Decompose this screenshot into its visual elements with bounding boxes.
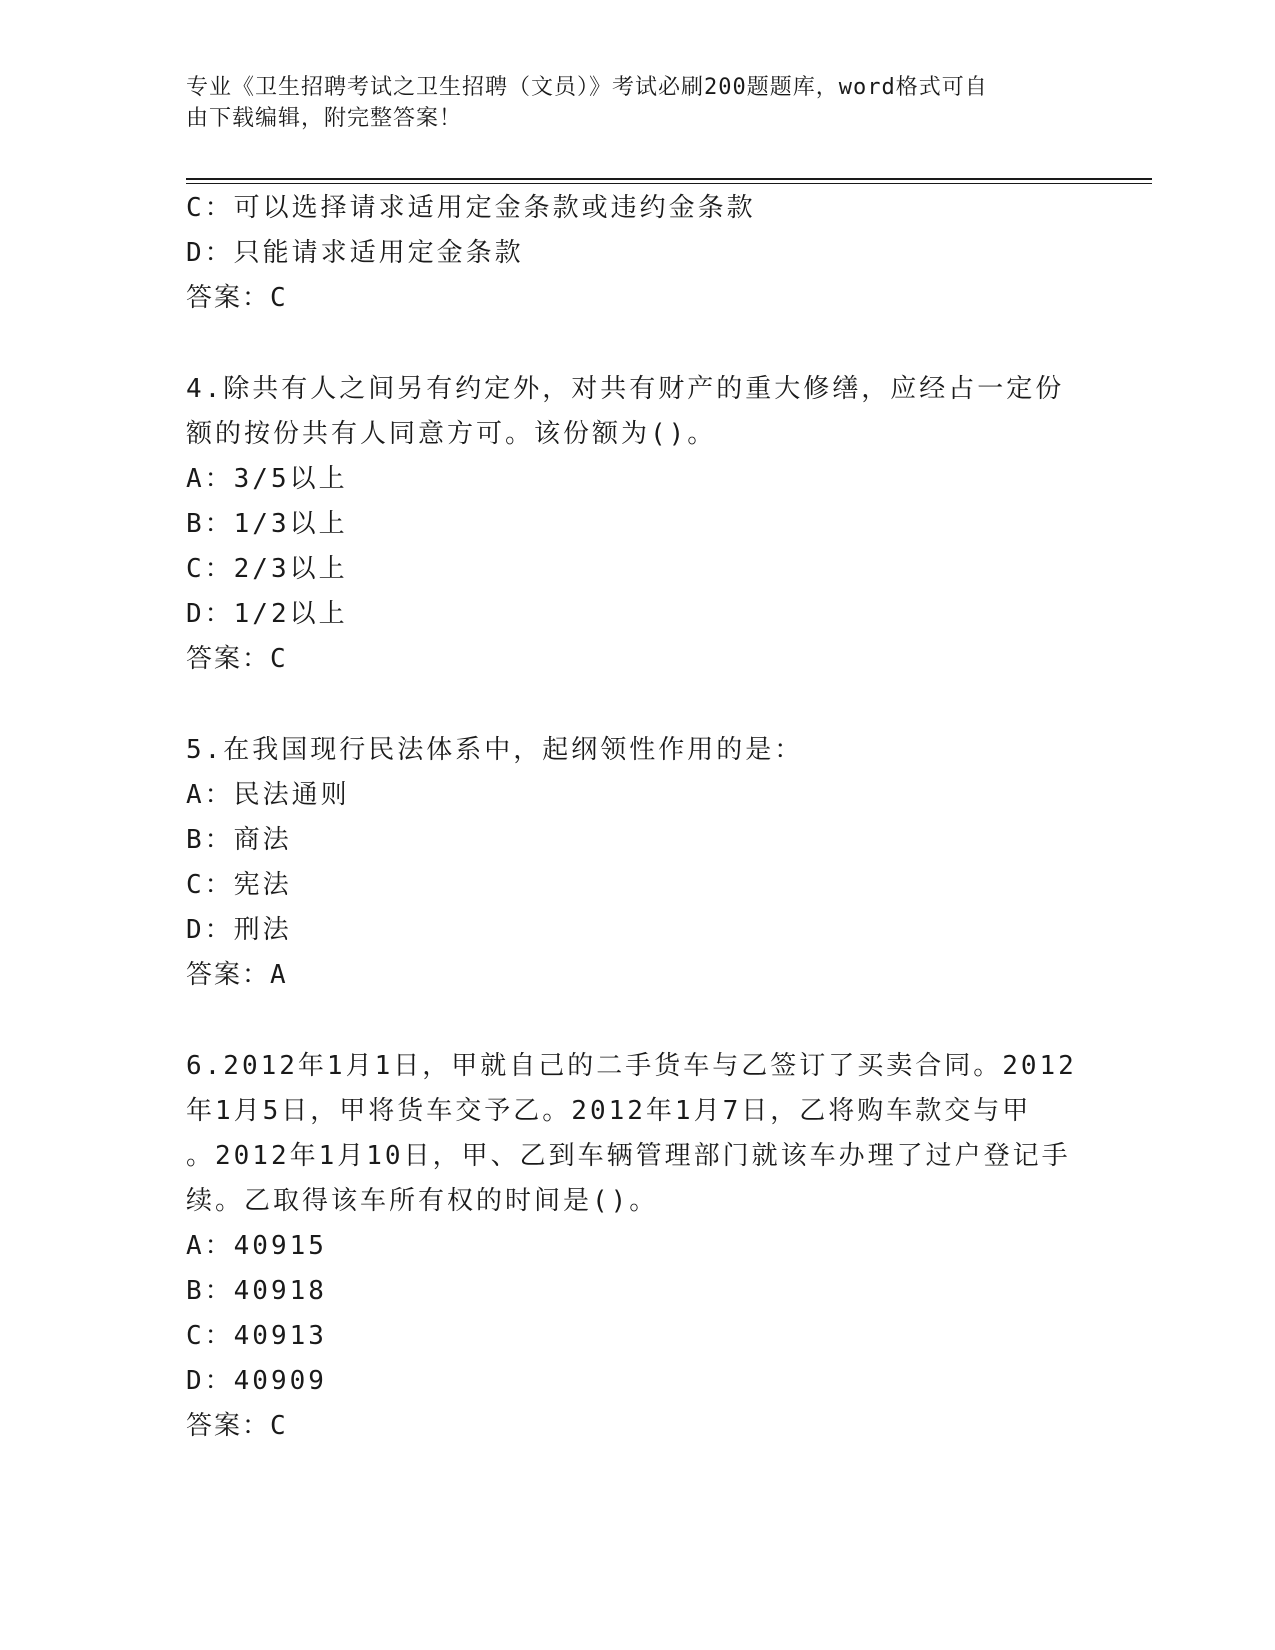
answer: 答案：C <box>186 1411 288 1441</box>
document-header <box>186 72 1066 134</box>
question-stem-line: 。2012年1月10日，甲、乙到车辆管理部门就该车办理了过户登记手 <box>186 1141 1071 1171</box>
spacer <box>186 321 1086 367</box>
option-b: B：1/3以上 <box>186 509 348 539</box>
option-c: C：可以选择请求适用定金条款或违约金条款 <box>186 193 756 223</box>
question-6 <box>186 1044 1086 1449</box>
header-divider-thick <box>186 178 1152 180</box>
question-stem-line: 额的按份共有人同意方可。该份额为()。 <box>186 419 717 449</box>
question-stem-line: 6.2012年1月1日，甲就自己的二手货车与乙签订了买卖合同。2012 <box>186 1051 1077 1081</box>
question-stem-line: 4.除共有人之间另有约定外，对共有财产的重大修缮，应经占一定份 <box>186 374 1065 404</box>
option-a: A：3/5以上 <box>186 464 348 494</box>
header-divider-thin <box>186 183 1152 184</box>
option-c: C：宪法 <box>186 870 292 900</box>
option-d: D：只能请求适用定金条款 <box>186 238 524 268</box>
answer: 答案：C <box>186 283 288 313</box>
option-d: D：1/2以上 <box>186 599 348 629</box>
option-b: B：40918 <box>186 1276 327 1306</box>
question-5 <box>186 728 1086 998</box>
option-d: D：刑法 <box>186 915 292 945</box>
answer: 答案：A <box>186 960 288 990</box>
answer: 答案：C <box>186 644 288 674</box>
option-b: B：商法 <box>186 825 292 855</box>
option-c: C：2/3以上 <box>186 554 348 584</box>
header-line-2: 由下载编辑，附完整答案！ <box>186 106 463 131</box>
question-stem-line: 年1月5日，甲将货车交予乙。2012年1月7日，乙将购车款交与甲 <box>186 1096 1032 1126</box>
option-a: A：民法通则 <box>186 780 350 810</box>
option-d: D：40909 <box>186 1366 327 1396</box>
question-stem-line: 续。乙取得该车所有权的时间是()。 <box>186 1186 659 1216</box>
spacer <box>186 998 1086 1044</box>
question-3 <box>186 186 1086 321</box>
question-stem-line: 5.在我国现行民法体系中，起纲领性作用的是： <box>186 735 804 765</box>
question-4 <box>186 367 1086 682</box>
question-list <box>186 186 1086 1449</box>
option-c: C：40913 <box>186 1321 327 1351</box>
spacer <box>186 682 1086 728</box>
option-a: A：40915 <box>186 1231 327 1261</box>
header-line-1: 专业《卫生招聘考试之卫生招聘（文员）》考试必刷200题题库，word格式可自 <box>186 75 988 100</box>
